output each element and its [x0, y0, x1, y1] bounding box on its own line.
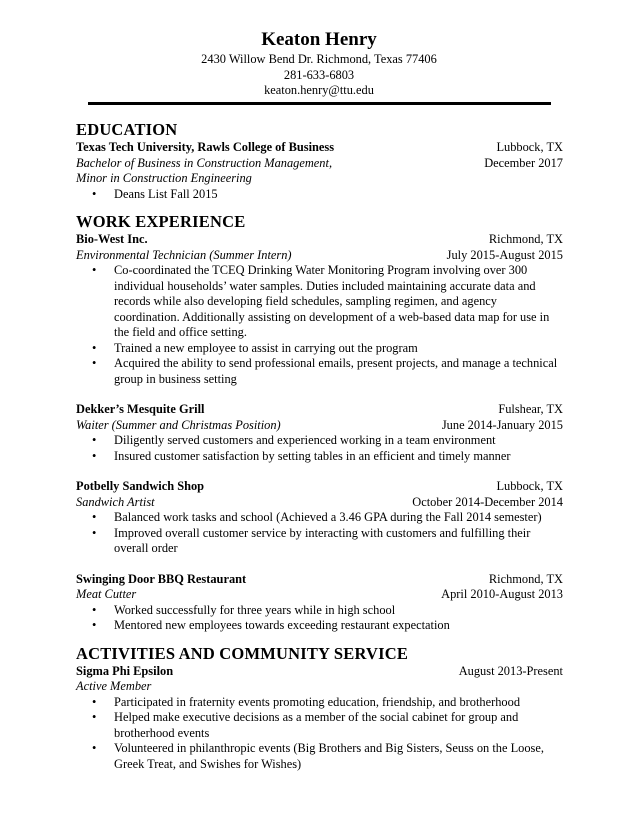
list-item	[76, 710, 563, 741]
job-entry-potbelly	[76, 479, 563, 557]
job-location: Fulshear, TX	[498, 402, 563, 416]
job-location: Richmond, TX	[488, 232, 563, 246]
bullet-line: brotherhood events	[114, 725, 210, 740]
bullet-line: Volunteered in philanthropic events (Big Brothers and Big Sisters, Seuss on the Loose,	[114, 741, 544, 755]
section-title-activities: ACTIVITIES AND COMMUNITY SERVICE	[76, 643, 409, 663]
bullet-line: coordination. Additionally assisting on development of a web-based data map for use in	[114, 309, 550, 324]
bullet-line: Greek Treat, and Swishes for Wishes)	[114, 756, 302, 771]
list-item	[76, 263, 563, 341]
activity-org: Sigma Phi Epsilon	[76, 663, 174, 678]
phone: 281-633-6803	[283, 67, 355, 82]
section-title-work: WORK EXPERIENCE	[76, 212, 246, 231]
job-role: Waiter (Summer and Christmas Position)	[76, 417, 281, 432]
job-bullets	[76, 433, 563, 464]
education-bullets	[76, 187, 563, 203]
job-header-row	[76, 572, 563, 588]
work-section	[76, 212, 563, 634]
bullet-line: overall order	[114, 541, 178, 555]
activity-role: Active Member	[76, 679, 152, 693]
list-item: • Deans List Fall 2015	[76, 187, 563, 203]
list-item: • Diligently served customers and experienced working in a team environment	[76, 433, 563, 449]
header-divider	[88, 102, 551, 105]
job-dates: July 2015-August 2015	[446, 247, 563, 262]
bullet-line: group in business setting	[114, 371, 237, 386]
list-item: • Participated in fraternity events promoting education, friendship, and brotherhood	[76, 695, 563, 711]
job-role: Meat Cutter	[76, 587, 137, 601]
address: 2430 Willow Bend Dr. Richmond, Texas 77406	[201, 52, 437, 66]
education-school-row	[76, 140, 563, 156]
list-item	[76, 526, 563, 557]
job-entry-swinging-door	[76, 572, 563, 634]
email: keaton.henry@ttu.edu	[264, 83, 374, 97]
activity-bullets	[76, 695, 563, 773]
school-name: Texas Tech University, Rawls College of Business	[76, 140, 335, 154]
list-item: • Balanced work tasks and school (Achieved a 3.46 GPA during the Fall 2014 semester)	[76, 510, 563, 526]
list-item: • Insured customer satisfaction by setting tables in an efficient and timely manner	[76, 449, 563, 465]
bullet-line: Helped make executive decisions as a member of the social cabinet for group and	[114, 710, 519, 724]
minor: Minor in Construction Engineering	[76, 171, 252, 185]
bullet-line: records while also developing field schedules, sampling regimen, and agency	[114, 294, 497, 308]
job-dates: June 2014-January 2015	[441, 417, 563, 432]
list-item: • Mentored new employees towards exceeding restaurant expectation	[76, 618, 563, 634]
job-entry-dekkers	[76, 402, 563, 464]
list-item: • Worked successfully for three years while in high school	[76, 603, 563, 619]
job-org: Swinging Door BBQ Restaurant	[76, 571, 247, 586]
activities-section	[76, 644, 563, 773]
job-bullets	[76, 263, 563, 387]
list-item	[76, 356, 563, 387]
activity-dates: August 2013-Present	[458, 663, 563, 678]
job-header-row	[76, 232, 563, 248]
bullet-line: Acquired the ability to send professional emails, present projects, and manage a technical	[114, 356, 558, 370]
graduation-date: December 2017	[484, 155, 563, 170]
section-title-education: EDUCATION	[76, 120, 178, 139]
bullet-line: Co-coordinated the TCEQ Drinking Water Monitoring Program involving over 300	[114, 263, 528, 277]
bullet-line: the field and office setting.	[114, 325, 247, 339]
list-item	[76, 741, 563, 772]
education-degree-row	[76, 156, 563, 172]
job-bullets	[76, 510, 563, 557]
job-org: Dekker’s Mesquite Grill	[76, 402, 205, 416]
job-role: Environmental Technician (Summer Intern)	[76, 247, 292, 262]
job-header-row	[76, 479, 563, 495]
job-role-row	[76, 248, 563, 264]
job-header-row	[76, 402, 563, 418]
job-dates: April 2010-August 2013	[441, 587, 563, 601]
resume-header	[0, 28, 638, 99]
activity-header-row	[76, 664, 563, 680]
bullet-line: Improved overall customer service by interacting with customers and fulfilling their	[114, 525, 531, 540]
education-minor-row	[76, 171, 563, 187]
degree: Bachelor of Business in Construction Management,	[76, 155, 333, 170]
job-org: Potbelly Sandwich Shop	[76, 479, 205, 493]
job-location: Lubbock, TX	[496, 479, 563, 493]
bullet-line: individual households’ water samples. Duties included maintaining accurate data and	[114, 278, 536, 293]
job-role-row	[76, 587, 563, 603]
job-role: Sandwich Artist	[76, 494, 155, 509]
resume-body	[76, 120, 563, 772]
job-org: Bio-West Inc.	[76, 232, 148, 246]
candidate-name: Keaton Henry	[261, 29, 377, 50]
job-role-row	[76, 418, 563, 434]
job-bullets	[76, 603, 563, 634]
list-item	[76, 341, 563, 357]
job-role-row	[76, 495, 563, 511]
education-section	[76, 120, 563, 202]
job-entry-biowest	[76, 232, 563, 387]
school-location: Lubbock, TX	[496, 140, 563, 154]
job-location: Richmond, TX	[488, 571, 563, 586]
activity-role-row	[76, 679, 563, 695]
bullet-line: Trained a new employee to assist in carrying out the program	[114, 340, 418, 355]
job-dates: October 2014-December 2014	[412, 494, 563, 509]
